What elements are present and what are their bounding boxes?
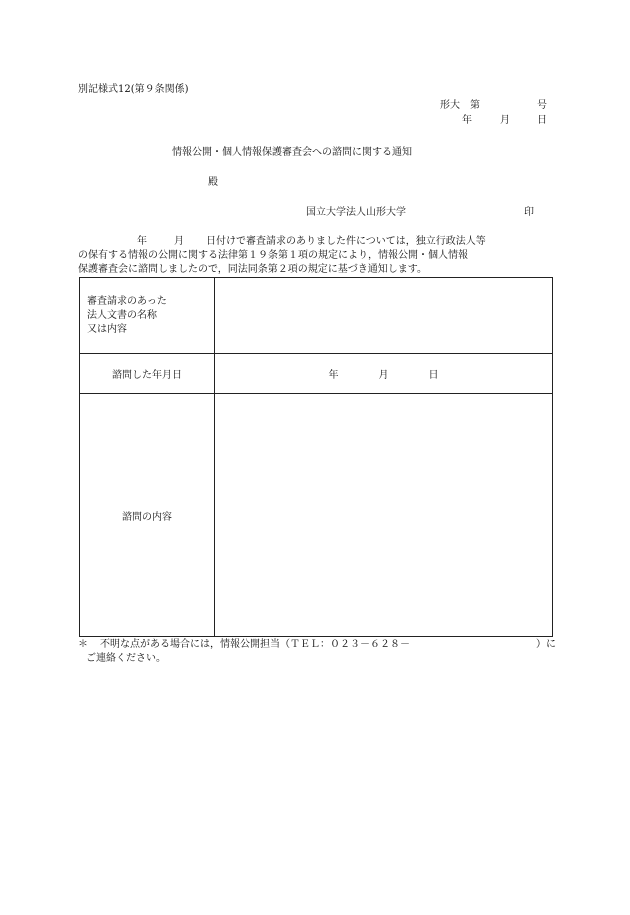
value-inquiry-date bbox=[215, 354, 553, 394]
inquiry-date-year: 年 bbox=[328, 370, 339, 381]
document-title: 情報公開・個人情報保護審査会への諮問に関する通知 bbox=[172, 147, 412, 158]
label-inquiry-content: 諮問の内容 bbox=[80, 394, 215, 637]
addressee-suffix: 殿 bbox=[208, 177, 218, 188]
body-date-month: 月 bbox=[174, 236, 184, 247]
value-inquiry-content bbox=[215, 394, 553, 637]
note-text-start: 不明な点がある場合には，情報公開担当（ＴＥＬ：０２３－６２８－ bbox=[100, 639, 410, 650]
note-line-1 bbox=[78, 638, 556, 652]
table-row-inquiry-content bbox=[80, 394, 553, 637]
body-line-1-text: 日付けで審査請求のありました件については，独立行政法人等 bbox=[206, 236, 486, 247]
sender-name: 国立大学法人山形大学 bbox=[306, 207, 406, 218]
label-document-name bbox=[80, 278, 215, 354]
body-line-2: の保有する情報の公開に関する法律第１９条第１項の規定により，情報公開・個人情報 bbox=[78, 250, 468, 261]
date-month: 月 bbox=[500, 115, 510, 126]
doc-number-prefix: 形大 第 bbox=[440, 100, 480, 111]
inquiry-table bbox=[79, 277, 553, 637]
seal-mark: 印 bbox=[524, 207, 534, 218]
note-text-end: ）に bbox=[536, 639, 556, 650]
label-line: 又は内容 bbox=[87, 323, 127, 335]
form-reference: 別記様式12(第９条関係) bbox=[78, 84, 189, 95]
body-date-year: 年 bbox=[137, 236, 147, 247]
contact-note bbox=[78, 638, 556, 666]
body-paragraph bbox=[78, 235, 556, 277]
date-day: 日 bbox=[537, 115, 547, 126]
label-inquiry-date: 諮問した年月日 bbox=[80, 354, 215, 394]
value-document-name bbox=[215, 278, 553, 354]
doc-number-suffix: 号 bbox=[537, 100, 547, 111]
note-line-2: ご連絡ください。 bbox=[86, 653, 166, 664]
table-row-document-name bbox=[80, 278, 553, 354]
body-line-1 bbox=[78, 235, 556, 249]
note-mark: ＊ bbox=[78, 639, 88, 650]
table-row-inquiry-date bbox=[80, 354, 553, 394]
body-line-3: 保護審査会に諮問しましたので，同法同条第２項の規定に基づき通知します。 bbox=[78, 264, 427, 275]
inquiry-date-month: 月 bbox=[378, 370, 389, 381]
label-line: 法人文書の名称 bbox=[87, 309, 157, 321]
date-year: 年 bbox=[462, 115, 472, 126]
inquiry-date-day: 日 bbox=[428, 370, 439, 381]
label-line: 審査請求のあった bbox=[87, 295, 167, 307]
